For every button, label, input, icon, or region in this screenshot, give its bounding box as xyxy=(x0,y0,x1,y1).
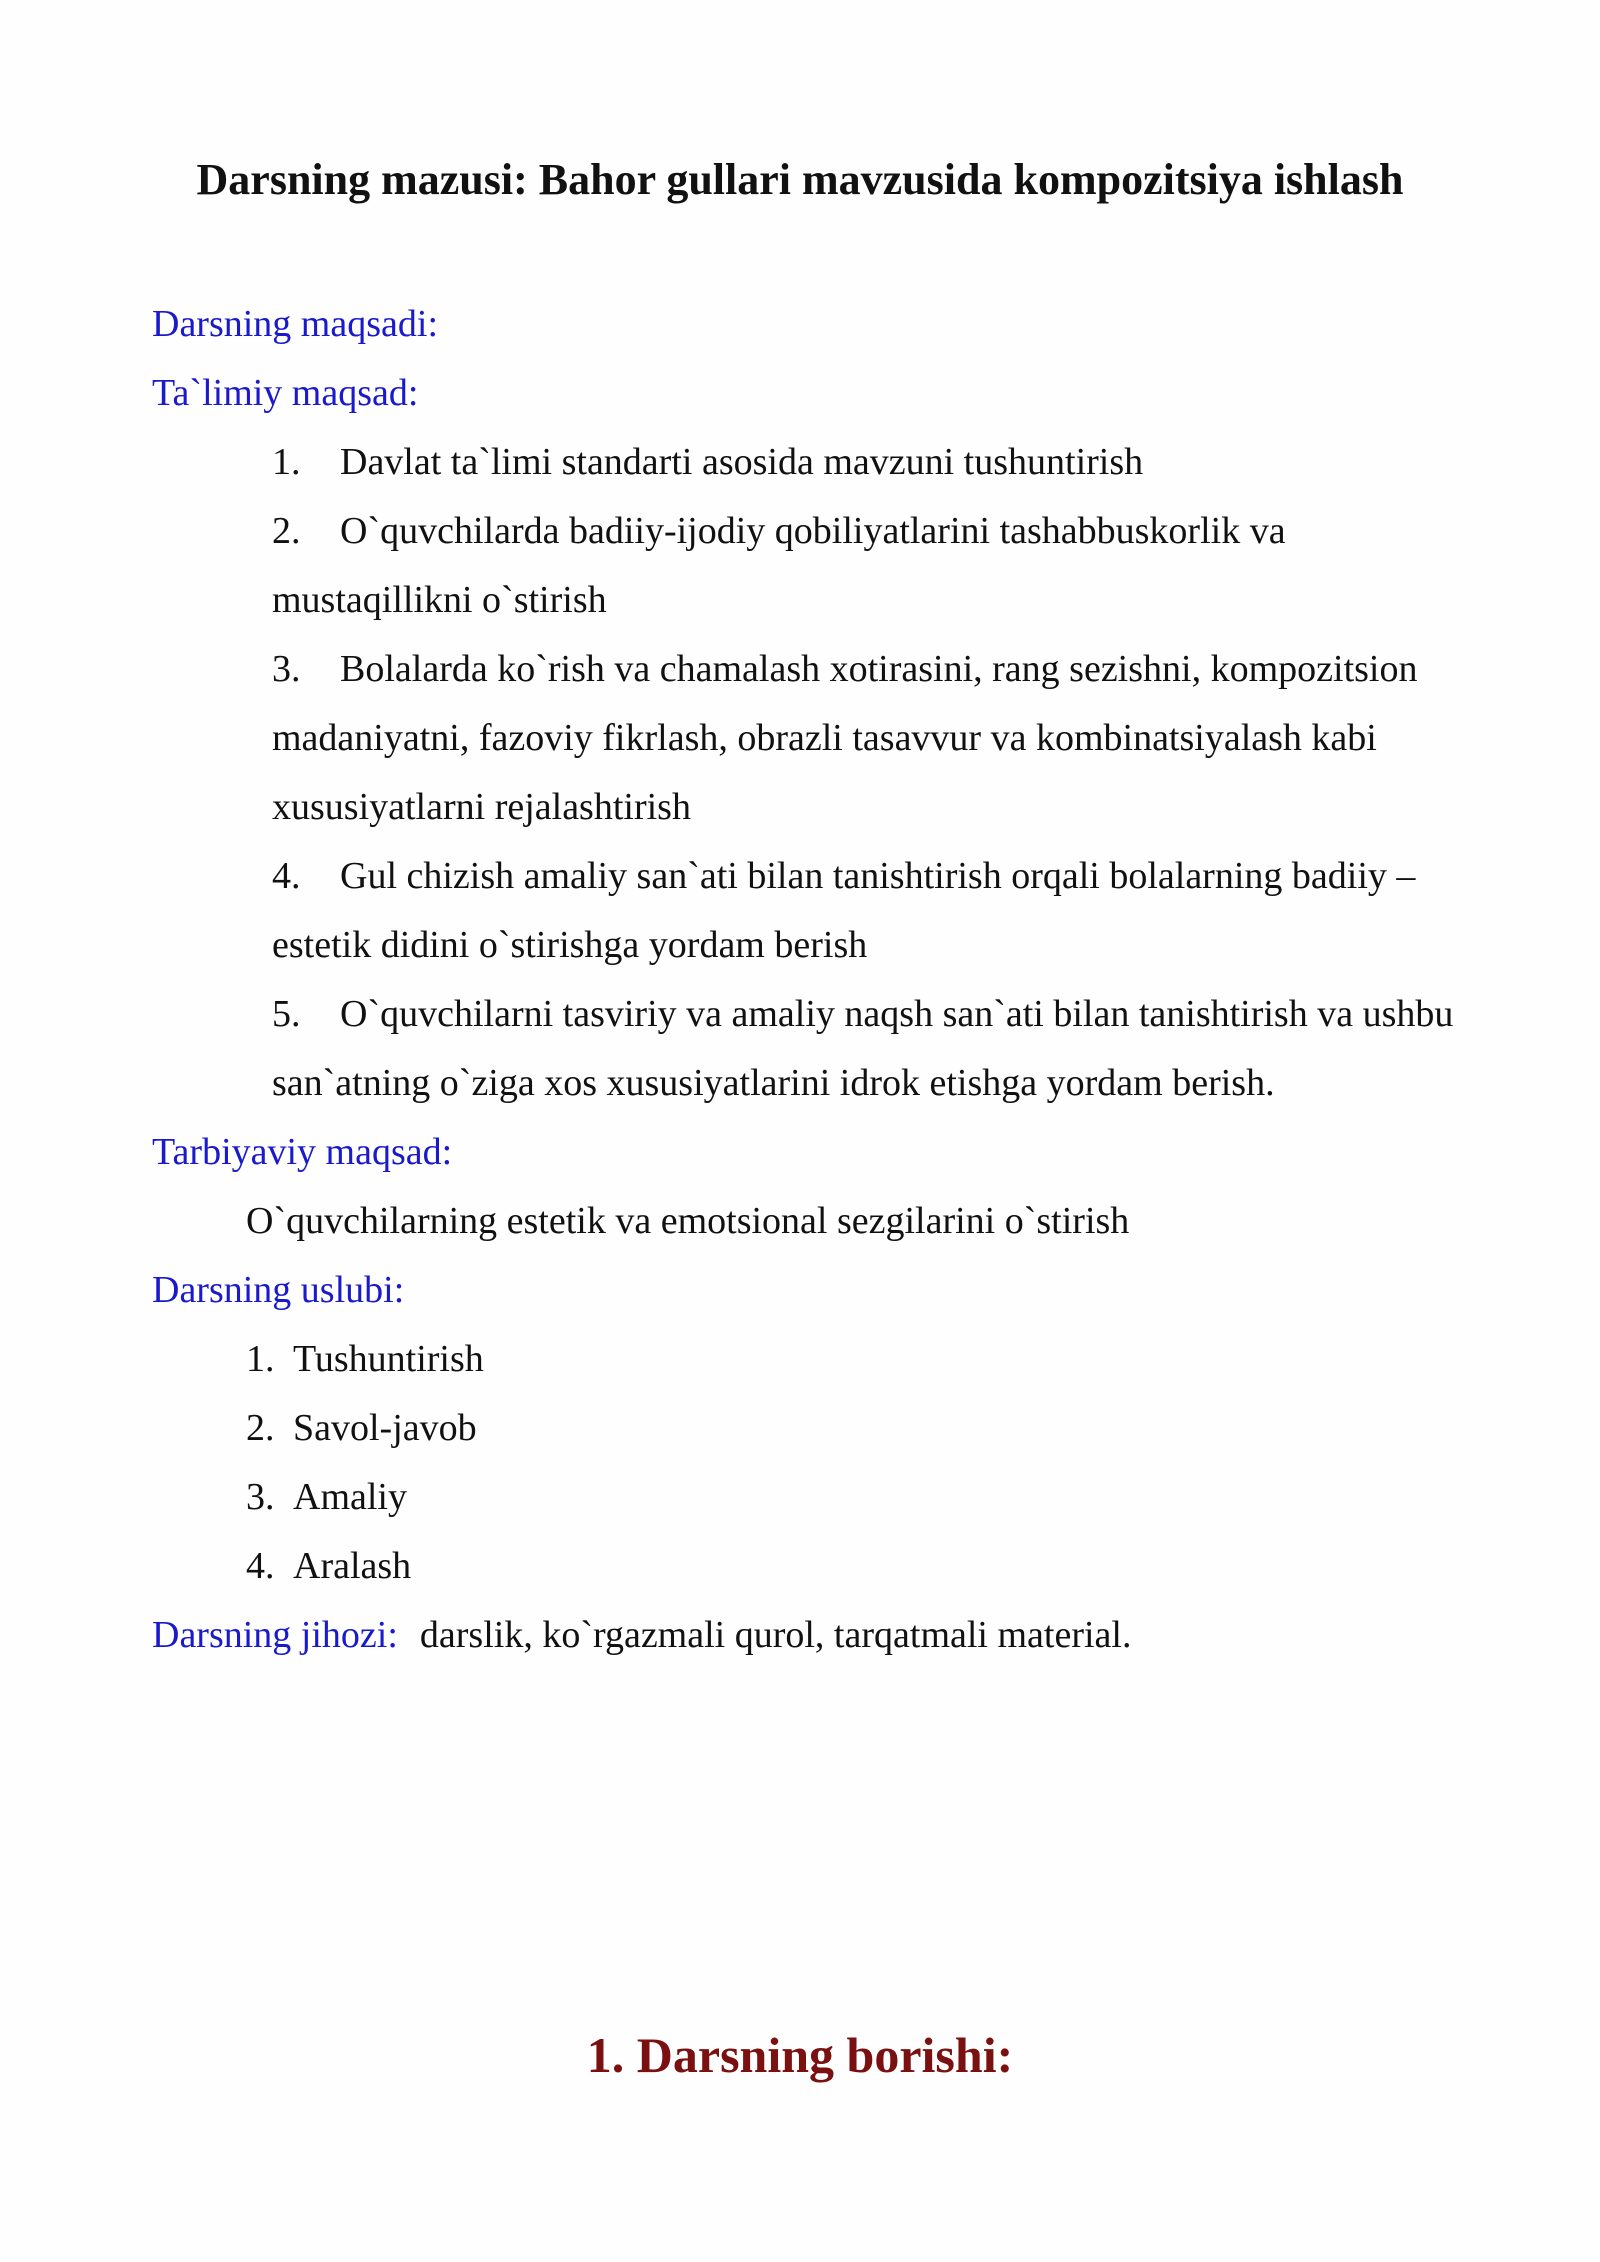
list-text: Davlat ta`limi standarti asosida mavzuni tushuntirish xyxy=(340,441,1144,483)
list-text: Amaliy xyxy=(293,1476,407,1518)
upbringing-goal-text: O`quvchilarning estetik va emotsional sezgilarini o`stirish xyxy=(246,1200,1130,1242)
method-list xyxy=(152,1325,1472,1601)
list-number: 5. xyxy=(272,993,301,1035)
list-text: Aralash xyxy=(293,1545,412,1587)
list-number: 2. xyxy=(246,1407,275,1449)
section-heading: 1. Darsning borishi: xyxy=(586,2027,1014,2083)
equipment-text: darslik, ko`rgazmali qurol, tarqatmali material. xyxy=(419,1614,1132,1656)
educational-goal-item xyxy=(152,428,1472,497)
educational-goal-item xyxy=(152,497,1472,635)
goal-heading: Darsning maqsadi: xyxy=(152,303,439,345)
list-text: Gul chizish amaliy san`ati bilan tanishtirish orqali bolalarning badiiy – estetik didini o`stirishga yordam berish xyxy=(272,855,1416,966)
document-body xyxy=(152,290,1472,1670)
equipment-line xyxy=(152,1601,1472,1670)
list-number: 3. xyxy=(272,648,301,690)
method-item xyxy=(152,1325,1472,1394)
list-text: Bolalarda ko`rish va chamalash xotirasini, rang sezishni, kompozitsion madaniyatni, fazoviy fikrlash, obrazli tasavvur va kombinatsiyalash kabi xususiyatlarni rejalashtirish xyxy=(272,648,1418,828)
educational-goal-list xyxy=(152,428,1472,1118)
document-title: Darsning mazusi: Bahor gullari mavzusida kompozitsiya ishlash xyxy=(196,155,1404,204)
method-heading: Darsning uslubi: xyxy=(152,1269,405,1311)
method-item xyxy=(152,1532,1472,1601)
upbringing-goal-heading: Tarbiyaviy maqsad: xyxy=(152,1131,453,1173)
method-item xyxy=(152,1463,1472,1532)
list-number: 4. xyxy=(272,855,301,897)
list-number: 1. xyxy=(272,441,301,483)
list-text: O`quvchilarni tasviriy va amaliy naqsh san`ati bilan tanishtirish va ushbu san`atning o`ziga xos xususiyatlarini idrok etishga yordam berish. xyxy=(272,993,1454,1104)
method-item xyxy=(152,1394,1472,1463)
list-text: Savol-javob xyxy=(293,1407,477,1449)
equipment-heading: Darsning jihozi: xyxy=(152,1614,398,1656)
list-text: O`quvchilarda badiiy-ijodiy qobiliyatlarini tashabbuskorlik va mustaqillikni o`stirish xyxy=(272,510,1286,621)
list-number: 1. xyxy=(246,1338,275,1380)
list-number: 3. xyxy=(246,1476,275,1518)
list-text: Tushuntirish xyxy=(293,1338,484,1380)
list-number: 4. xyxy=(246,1545,275,1587)
list-number: 2. xyxy=(272,510,301,552)
educational-goal-item xyxy=(152,635,1472,842)
educational-goal-item xyxy=(152,980,1472,1118)
educational-goal-item xyxy=(152,842,1472,980)
educational-goal-heading: Ta`limiy maqsad: xyxy=(152,372,419,414)
